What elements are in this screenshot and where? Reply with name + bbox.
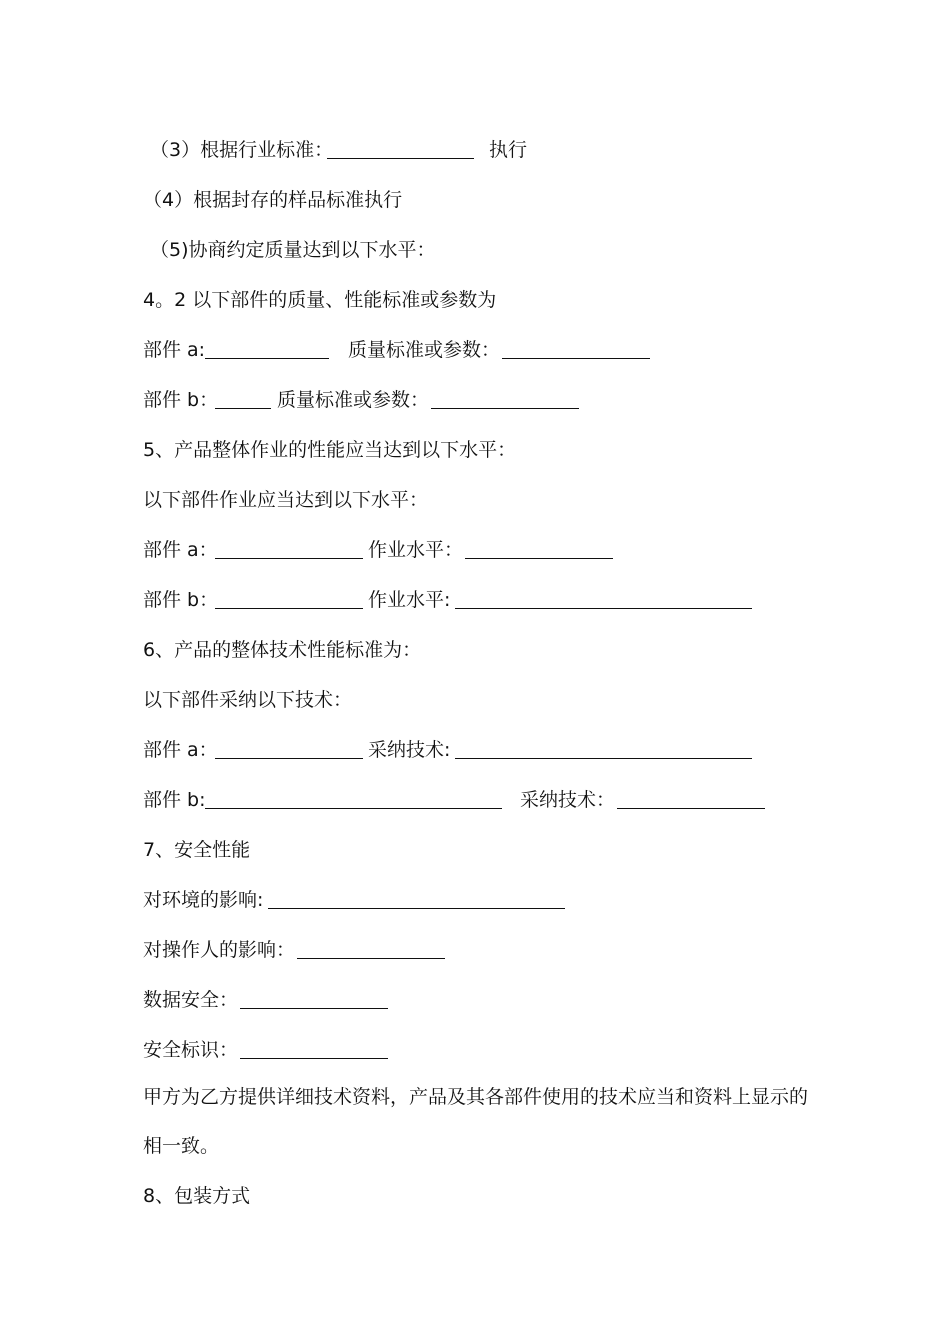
part-a-quality-field[interactable] bbox=[502, 358, 650, 359]
technology-label: 采纳技术： bbox=[520, 789, 616, 811]
technical-data-text-line2: 相一致。 bbox=[143, 1135, 220, 1157]
data-security-label: 数据安全： bbox=[143, 989, 239, 1011]
part-b-name-field[interactable] bbox=[215, 608, 363, 609]
environment-impact-field[interactable] bbox=[268, 908, 565, 909]
quality-standard-label: 质量标准或参数： bbox=[348, 339, 501, 361]
safety-mark-label: 安全标识： bbox=[143, 1039, 239, 1061]
part-b-label: 部件 b： bbox=[143, 589, 219, 611]
parts-operation-text: 以下部件作业应当达到以下水平： bbox=[143, 489, 429, 511]
section-7-text: 7、安全性能 bbox=[143, 839, 251, 861]
agreed-quality-text: （5)协商约定质量达到以下水平： bbox=[150, 239, 436, 261]
part-b-label: 部件 b： bbox=[143, 389, 219, 411]
section-8-text: 8、包装方式 bbox=[143, 1185, 251, 1207]
part-b-quality-field[interactable] bbox=[431, 408, 579, 409]
sealed-sample-text: （4）根据封存的样品标准执行 bbox=[143, 189, 403, 211]
execute-label: 执行 bbox=[489, 139, 528, 161]
part-a-label: 部件 a: bbox=[143, 339, 206, 361]
part-b-label: 部件 b: bbox=[143, 789, 206, 811]
operation-level-label: 作业水平: bbox=[368, 589, 451, 611]
technical-data-text-line1: 甲方为乙方提供详细技术资料，产品及其各部件使用的技术应当和资料上显示的 bbox=[143, 1086, 809, 1108]
part-a-label: 部件 a： bbox=[143, 539, 218, 561]
operator-impact-field[interactable] bbox=[297, 958, 445, 959]
part-b-name-field[interactable] bbox=[215, 408, 271, 409]
parts-technology-text: 以下部件采纳以下技术： bbox=[143, 689, 353, 711]
part-a-technology-field[interactable] bbox=[455, 758, 752, 759]
data-security-field[interactable] bbox=[240, 1008, 388, 1009]
environment-impact-label: 对环境的影响: bbox=[143, 889, 264, 911]
part-a-name-field[interactable] bbox=[205, 358, 329, 359]
safety-mark-field[interactable] bbox=[240, 1058, 388, 1059]
part-b-name-field[interactable] bbox=[205, 808, 502, 809]
industry-standard-label: （3）根据行业标准： bbox=[150, 139, 334, 161]
industry-standard-field[interactable] bbox=[327, 158, 474, 159]
part-a-name-field[interactable] bbox=[215, 558, 363, 559]
operation-level-label: 作业水平： bbox=[368, 539, 464, 561]
technology-label: 采纳技术: bbox=[368, 739, 451, 761]
part-a-operation-field[interactable] bbox=[465, 558, 613, 559]
part-a-label: 部件 a： bbox=[143, 739, 218, 761]
section-5-text: 5、产品整体作业的性能应当达到以下水平： bbox=[143, 439, 517, 461]
quality-standard-label: 质量标准或参数： bbox=[277, 389, 430, 411]
operator-impact-label: 对操作人的影响： bbox=[143, 939, 296, 961]
section-4-2-text: 4。2 以下部件的质量、性能标准或参数为 bbox=[143, 289, 497, 311]
part-a-name-field[interactable] bbox=[215, 758, 363, 759]
part-b-technology-field[interactable] bbox=[617, 808, 765, 809]
section-6-text: 6、产品的整体技术性能标准为： bbox=[143, 639, 422, 661]
part-b-operation-field[interactable] bbox=[455, 608, 752, 609]
